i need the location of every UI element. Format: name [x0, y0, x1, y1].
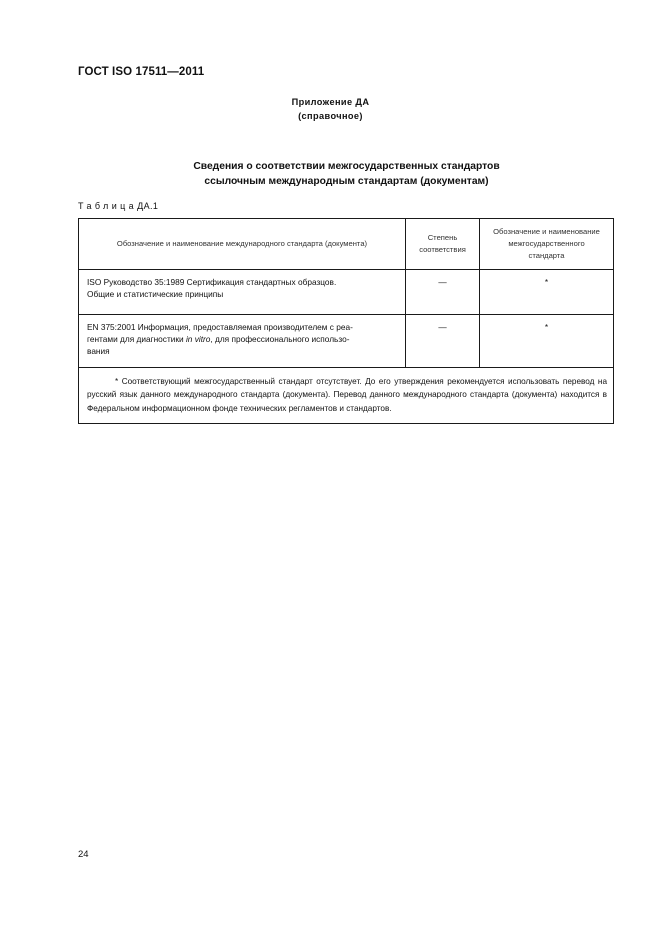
cell-line: вания — [87, 345, 110, 356]
annex-status: (справочное) — [298, 111, 363, 121]
cell-standard-name — [79, 270, 406, 315]
page-number: 24 — [78, 849, 89, 860]
header-interstate-standard — [480, 219, 614, 270]
cell-degree: — — [406, 315, 480, 368]
cell-interstate: * — [480, 315, 614, 368]
document-header: ГОСТ ISO 17511—2011 — [78, 66, 205, 78]
section-title-line-2: ссылочным международным стандартам (документам) — [204, 176, 489, 187]
header-interstate-line-1: Обозначение и наименование — [493, 227, 600, 236]
header-international-standard: Обозначение и наименование международного стандарта (документа) — [79, 219, 406, 270]
table-row — [79, 270, 614, 315]
cell-line: EN 375:2001 Информация, предоставляемая производителем с реа- — [87, 322, 353, 332]
cell-line: Общие и статистические принципы — [87, 288, 224, 299]
cell-text: , для профессионального использо- — [210, 333, 350, 344]
correspondence-table — [78, 218, 614, 424]
table-header-row — [79, 219, 614, 270]
cell-standard-name — [79, 315, 406, 368]
header-interstate-line-3: стандарта — [528, 251, 565, 260]
header-degree-line-2: соответствия — [419, 245, 466, 254]
table-footnote-row — [79, 368, 614, 424]
header-degree-of-correspondence — [406, 219, 480, 270]
annex-title: Приложение ДА — [291, 97, 370, 107]
cell-line — [87, 334, 402, 346]
cell-degree: — — [406, 270, 480, 315]
cell-text: гентами для диагностики — [87, 333, 186, 344]
header-degree-line-1: Степень — [427, 233, 458, 242]
table-caption — [78, 201, 158, 211]
cell-text-italic: in vitro — [185, 333, 211, 344]
table-footnote: * Соответствующий межгосударственный стандарт отсутствует. До его утверждения рекомендуется использовать перевод на русский язык данного международного стандарта (документа). Перевод данного международного стандарта (документа) находится в Федеральном информационном фонде технических регламентов и стандартов. — [79, 368, 614, 424]
table-caption-number: ДА.1 — [137, 201, 159, 211]
cell-line: ISO Руководство 35:1989 Сертификация стандартных образцов. — [87, 277, 337, 287]
table-row — [79, 315, 614, 368]
cell-interstate: * — [480, 270, 614, 315]
section-title-line-1: Сведения о соответствии межгосударственных стандартов — [193, 161, 500, 172]
header-interstate-line-2: межгосударственного — [508, 239, 585, 248]
table-caption-word: Таблица — [78, 201, 138, 211]
section-title — [0, 159, 661, 189]
